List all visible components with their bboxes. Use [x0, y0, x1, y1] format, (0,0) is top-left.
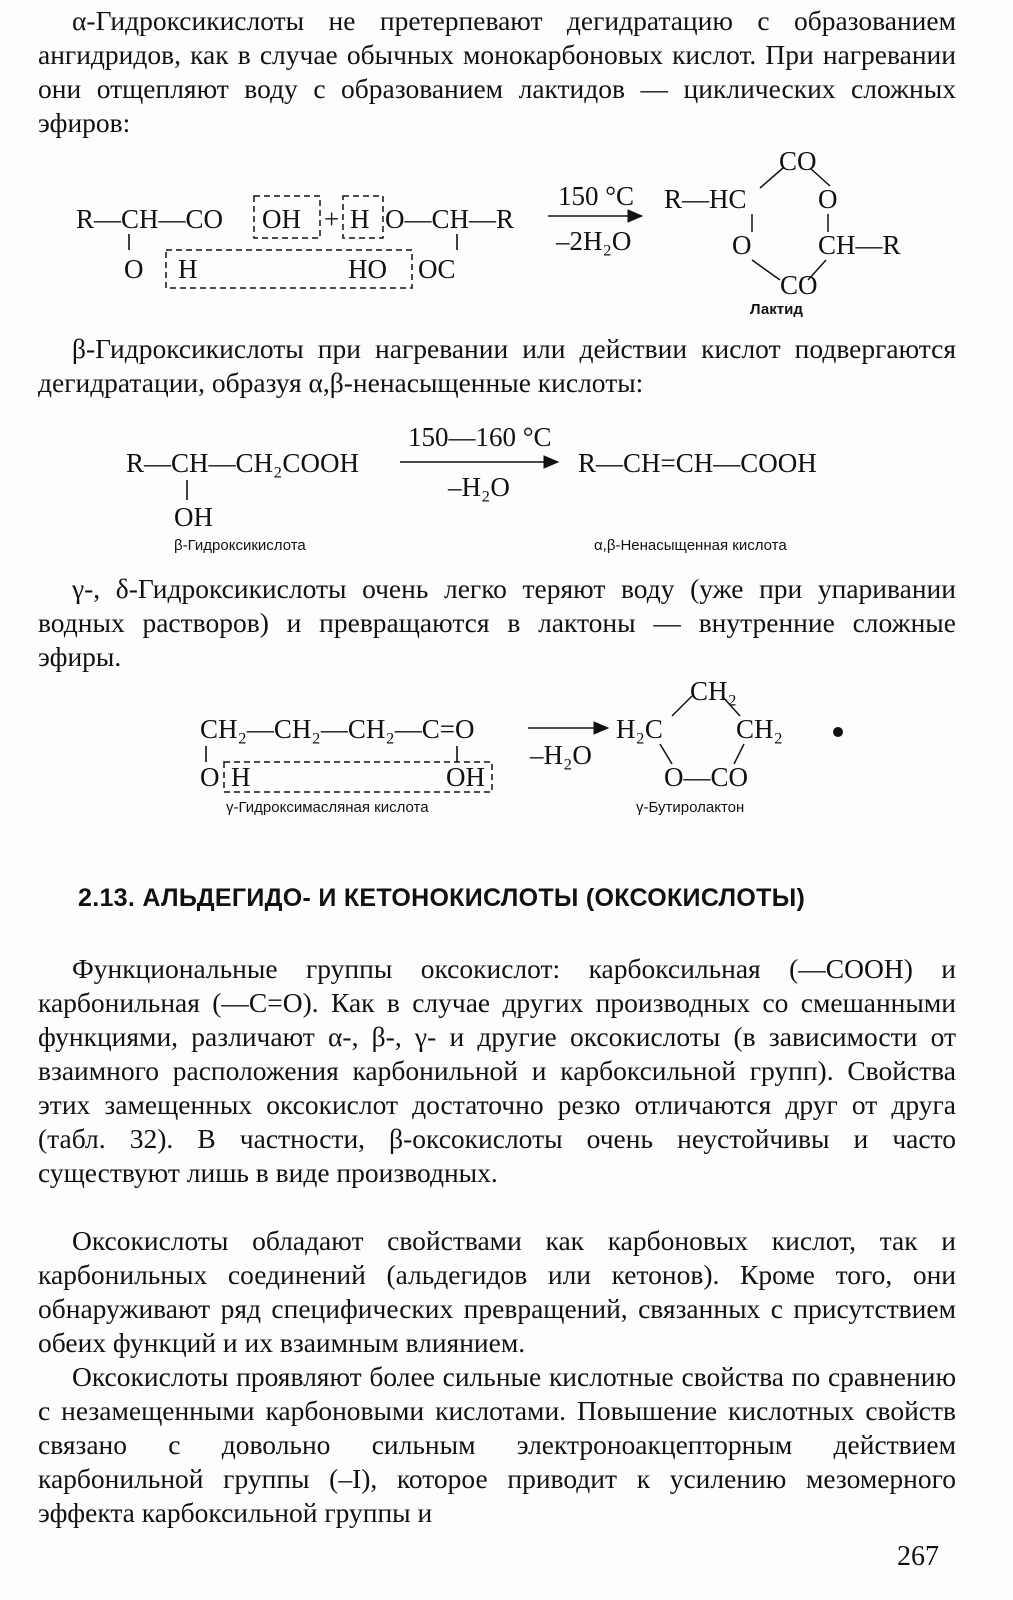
page-number: 267 [897, 1541, 939, 1572]
ring-ch2-top: CH₂ [690, 676, 737, 706]
bottom-left-o: O [124, 254, 144, 284]
paragraph-acidity: Оксокислоты проявляют более сильные кислотные свойства по сравнению с незамещенными карбоновыми кислотами. Повышение кислотных свойств связано с довольно сильным электроноакцепторным действием карбонильной группы (–I), которое приводит к усилению мезомерного эффекта карбоксильной группы и [38, 1361, 956, 1528]
beta-product: R—CH=CH—COOH [578, 448, 817, 478]
gamma-reactant-label: γ-Гидроксимасляная кислота [226, 799, 429, 816]
ring-bond [760, 168, 783, 188]
beta-condition-water: –H₂O [448, 472, 510, 502]
lactide-reactants [76, 196, 514, 288]
paragraph-gamma-delta: γ-, δ-Гидроксикислоты очень легко теряют воду (уже при упаривании водных растворов) и превращаются в лактоны — внутренние сложные эфиры. [38, 573, 956, 672]
ring-o-left: O [732, 230, 752, 260]
paragraph-properties: Оксокислоты обладают свойствами как карбоновых кислот, так и карбонильных соединений (альдегидов или кетонов). Кроме того, они обнаруживают ряд специфических превращений, связанных с присутствием обеих функций и их взаимным влиянием. [38, 1225, 956, 1358]
ring-bond [752, 260, 780, 280]
gamma-bottom-h: H [231, 762, 251, 792]
ring-r-hc: R—HC [664, 184, 747, 214]
paragraph-beta-hydroxy: β-Гидроксикислоты при нагревании или действии кислот подвергаются дегидратации, образуя α,β-ненасыщенные кислоты: [38, 333, 956, 398]
ring-co-top: CO [779, 146, 817, 176]
beta-condition-temperature: 150—160 °C [408, 422, 552, 452]
condition-water: –2H₂O [556, 226, 632, 256]
ring-co-bottom: CO [780, 270, 818, 300]
lactide-scheme [0, 146, 1013, 318]
gamma-lactone-scheme [0, 672, 1013, 822]
paragraph-functional-groups: Функциональные группы оксокислот: карбоксильная (—COOH) и карбонильная (—C=O). Как в случае других производных со смешанными функциями, различают α-, β-, γ- и другие оксокислоты (в зависимости от взаимного расположения карбонильной и карбоксильной групп). Свойства этих замещенных оксокислот достаточно резко отличаются друг от друга (табл. 32). В частности, β-оксокислоты очень неустойчивы и часто существуют лишь в виде производных. [38, 953, 956, 1188]
bottom-right-ho: HO [348, 254, 387, 284]
bottom-right-oc: OC [418, 254, 456, 284]
gamma-bottom-oh: OH [446, 762, 485, 792]
lactide-label: Лактид [750, 301, 803, 318]
reactant-left-text: R—CH—CO [76, 204, 224, 234]
ring-ch-r: CH—R [818, 230, 901, 260]
lactone-ring-bond [672, 696, 692, 716]
condition-temperature: 150 °C [558, 181, 635, 211]
gamma-reactant: CH₂—CH₂—CH₂—C=O [200, 714, 475, 744]
gamma-condition: –H₂O [530, 740, 592, 770]
ring-o-co: O—CO [664, 762, 749, 792]
margin-ink-dot [833, 727, 843, 737]
beta-product-label: α,β-Ненасыщенная кислота [594, 537, 787, 554]
h-text: H [350, 204, 370, 234]
reactant-right-text: O—CH—R [385, 204, 515, 234]
beta-reactant-label: β-Гидроксикислота [174, 537, 306, 554]
gamma-product-label: γ-Бутиролактон [636, 799, 745, 816]
oh-text: OH [262, 204, 301, 234]
reaction-arrow-head [628, 210, 642, 222]
lactide-ring [664, 146, 901, 318]
beta-arrow-head [544, 456, 558, 468]
plus-sign: + [324, 204, 340, 234]
beta-dehydration-scheme [0, 420, 1013, 560]
bottom-left-h: H [178, 254, 198, 284]
lactone-ring-bond [660, 744, 672, 764]
gamma-arrow-head [594, 722, 608, 734]
ring-h2c: H₂C [616, 714, 663, 744]
paragraph-alpha-hydroxy: α-Гидроксикислоты не претерпевают дегидратацию с образованием ангидридов, как в случае обычных монокарбоновых кислот. При нагревании они отщепляют воду с образованием лактидов — циклических сложных эфиров: [38, 5, 956, 138]
ring-ch2-right: CH₂ [736, 714, 783, 744]
section-heading: 2.13. АЛЬДЕГИДО- И КЕТОНОКИСЛОТЫ (ОКСОКИСЛОТЫ) [78, 884, 806, 912]
gamma-bottom-o: O [200, 762, 220, 792]
beta-oh: OH [174, 502, 213, 532]
beta-reactant: R—CH—CH₂COOH [126, 448, 359, 478]
ring-o-right: O [818, 184, 838, 214]
lactide-arrow [548, 181, 642, 256]
lactone-ring-bond [734, 744, 744, 764]
